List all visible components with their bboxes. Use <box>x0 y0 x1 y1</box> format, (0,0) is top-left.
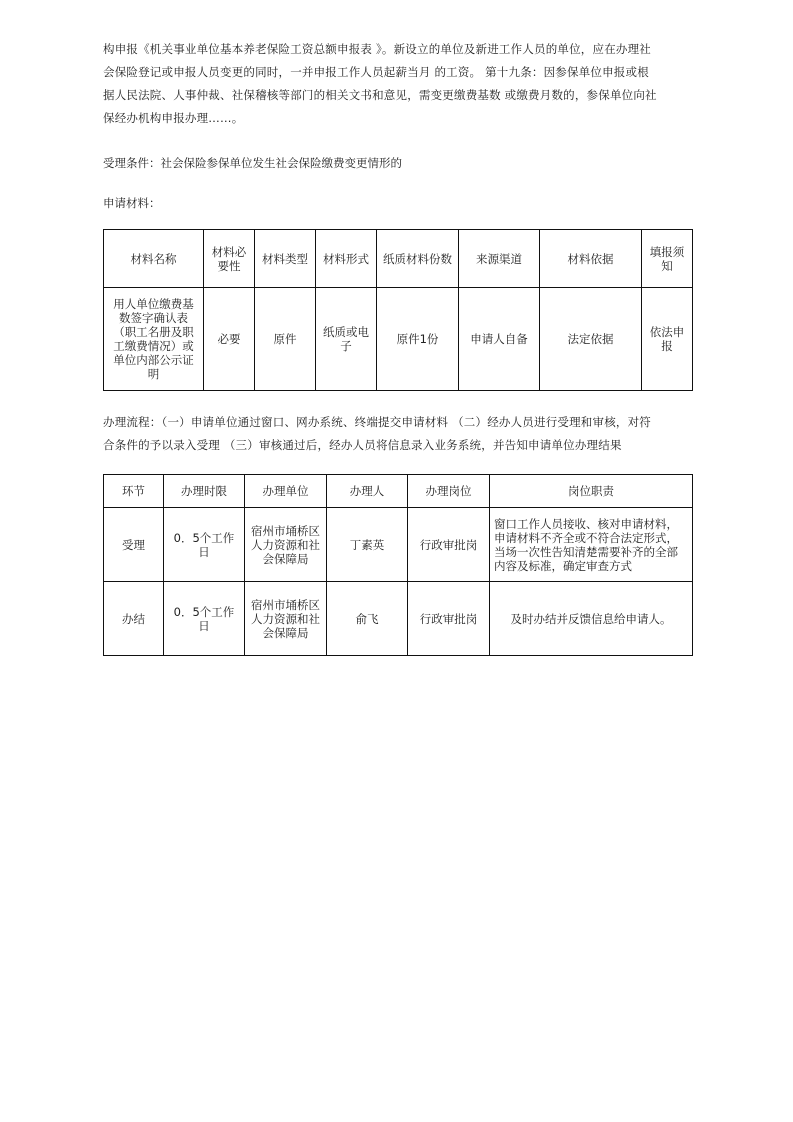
process-paragraph <box>103 411 691 457</box>
materials-table <box>103 229 693 391</box>
table-cell: 窗口工作人员接收、核对申请材料，申请材料不齐全或不符合法定形式，当场一次性告知清楚需要补齐的全部内容及标准，确定审查方式 <box>490 508 693 582</box>
intro-line: 构申报《机关事业单位基本养老保险工资总额申报表 》。新设立的单位及新进工作人员的单位，应在办理社 <box>103 42 651 56</box>
materials-header-row <box>104 230 693 288</box>
header-cell: 办理岗位 <box>408 475 490 508</box>
table-cell: 宿州市埇桥区人力资源和社会保障局 <box>245 582 327 656</box>
table-row <box>104 582 693 656</box>
header-cell: 岗位职责 <box>490 475 693 508</box>
intro-line: 保经办机构申报办理……。 <box>103 111 244 125</box>
table-cell: 俞飞 <box>327 582 408 656</box>
process-header-row <box>104 475 693 508</box>
header-cell: 纸质材料份数 <box>377 230 459 288</box>
header-cell: 材料依据 <box>540 230 642 288</box>
materials-label: 申请材料： <box>103 196 161 210</box>
table-cell: 受理 <box>104 508 164 582</box>
intro-paragraph <box>103 38 691 130</box>
table-cell: 宿州市埇桥区人力资源和社会保障局 <box>245 508 327 582</box>
header-cell: 环节 <box>104 475 164 508</box>
header-cell: 办理人 <box>327 475 408 508</box>
table-cell: 纸质或电子 <box>316 288 377 391</box>
table-cell: 必要 <box>204 288 255 391</box>
process-line: 办理流程：（一）申请单位通过窗口、网办系统、终端提交申请材料 （二）经办人员进行受理和审核，对符 <box>103 415 651 429</box>
header-cell: 办理单位 <box>245 475 327 508</box>
header-cell: 材料形式 <box>316 230 377 288</box>
header-cell: 材料类型 <box>255 230 316 288</box>
process-table <box>103 474 693 656</box>
table-row <box>104 508 693 582</box>
table-cell: 用人单位缴费基数签字确认表（职工名册及职工缴费情况）或单位内部公示证明 <box>104 288 204 391</box>
table-cell: 0．5个工作日 <box>164 582 245 656</box>
intro-line: 会保险登记或申报人员变更的同时，一并申报工作人员起薪当月 的工资。 第十九条：因参保单位申报或根 <box>103 65 649 79</box>
header-cell: 来源渠道 <box>459 230 540 288</box>
header-cell: 材料必要性 <box>204 230 255 288</box>
header-cell: 材料名称 <box>104 230 204 288</box>
table-row <box>104 288 693 391</box>
table-cell: 原件1份 <box>377 288 459 391</box>
table-cell: 办结 <box>104 582 164 656</box>
document-page <box>103 38 691 656</box>
header-cell: 填报须知 <box>642 230 693 288</box>
table-cell: 原件 <box>255 288 316 391</box>
table-cell: 及时办结并反馈信息给申请人。 <box>490 582 693 656</box>
table-cell: 依法申报 <box>642 288 693 391</box>
table-cell: 法定依据 <box>540 288 642 391</box>
table-cell: 行政审批岗 <box>408 508 490 582</box>
header-cell: 办理时限 <box>164 475 245 508</box>
table-cell: 申请人自备 <box>459 288 540 391</box>
table-cell: 0．5个工作日 <box>164 508 245 582</box>
intro-line: 据人民法院、人事仲裁、社保稽核等部门的相关文书和意见，需变更缴费基数 或缴费月数的，参保单位向社 <box>103 88 657 102</box>
acceptance-conditions: 受理条件：社会保险参保单位发生社会保险缴费变更情形的 <box>103 156 402 170</box>
table-cell: 丁素英 <box>327 508 408 582</box>
table-cell: 行政审批岗 <box>408 582 490 656</box>
process-line: 合条件的予以录入受理 （三）审核通过后，经办人员将信息录入业务系统，并告知申请单位办理结果 <box>103 438 622 452</box>
